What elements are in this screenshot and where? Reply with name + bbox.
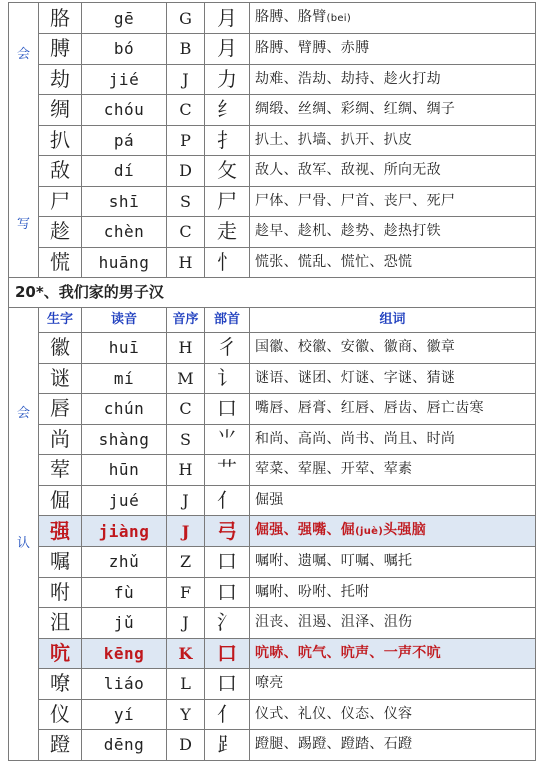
words-cell: 绸缎、丝绸、彩绸、红绸、绸子 <box>250 95 536 126</box>
table-row <box>9 95 536 126</box>
table-row <box>9 64 536 95</box>
pinyin-cell: fù <box>82 577 167 608</box>
radical-cell: 亻 <box>205 699 250 730</box>
letter-cell: S <box>167 186 205 217</box>
char-cell: 敌 <box>39 156 82 187</box>
section1-side-label <box>9 3 39 278</box>
table-row <box>9 156 536 187</box>
radical-cell: 口 <box>205 547 250 578</box>
char-cell: 嘱 <box>39 547 82 578</box>
pinyin-cell: bó <box>82 34 167 65</box>
table-row <box>9 608 536 639</box>
words-cell: 荤菜、荤腥、开荤、荤素 <box>250 455 536 486</box>
header-pinyin: 读音 <box>82 308 167 333</box>
words-cell: 慌张、慌乱、慌忙、恐慌 <box>250 247 536 278</box>
table-row <box>9 125 536 156</box>
radical-cell: 艹 <box>205 455 250 486</box>
char-cell: 膊 <box>39 34 82 65</box>
table-row <box>9 333 536 364</box>
radical-cell: 月 <box>205 3 250 34</box>
radical-cell: 口 <box>205 669 250 700</box>
letter-cell: K <box>167 638 205 669</box>
table-row <box>9 577 536 608</box>
letter-cell: C <box>167 95 205 126</box>
words-cell: 胳膊、臂膊、赤膊 <box>250 34 536 65</box>
pinyin-cell: zhǔ <box>82 547 167 578</box>
table-row <box>9 217 536 248</box>
words-note: (juè) <box>355 526 384 537</box>
pinyin-cell: jiàng <box>82 516 167 547</box>
char-cell: 仪 <box>39 699 82 730</box>
char-cell: 绸 <box>39 95 82 126</box>
char-cell: 强 <box>39 516 82 547</box>
words-cell: 敌人、敌军、敌视、所向无敌 <box>250 156 536 187</box>
pinyin-cell: mí <box>82 363 167 394</box>
words-cell <box>250 516 536 547</box>
table-row-highlighted <box>9 516 536 547</box>
letter-cell: F <box>167 577 205 608</box>
table-row <box>9 394 536 425</box>
words-cell: 蹬腿、踢蹬、蹬踏、石蹬 <box>250 730 536 761</box>
letter-cell: H <box>167 247 205 278</box>
side-label-bottom: 认 <box>16 535 30 551</box>
char-cell: 尸 <box>39 186 82 217</box>
letter-cell: C <box>167 217 205 248</box>
letter-cell: J <box>167 516 205 547</box>
table-row <box>9 186 536 217</box>
radical-cell: 走 <box>205 217 250 248</box>
words-cell: 尸体、尸骨、尸首、丧尸、死尸 <box>250 186 536 217</box>
words-cell <box>250 3 536 34</box>
words-cell: 沮丧、沮遏、沮泽、沮伤 <box>250 608 536 639</box>
words-cell: 劫难、浩劫、劫持、趁火打劫 <box>250 64 536 95</box>
words-cell: 谜语、谜团、灯谜、字谜、猜谜 <box>250 363 536 394</box>
letter-cell: D <box>167 730 205 761</box>
words-cell: 和尚、高尚、尚书、尚且、时尚 <box>250 424 536 455</box>
letter-cell: S <box>167 424 205 455</box>
section-title-row <box>9 278 536 308</box>
table-row <box>9 34 536 65</box>
pinyin-cell: chèn <box>82 217 167 248</box>
radical-cell: ⻊ <box>205 730 250 761</box>
table-row <box>9 485 536 516</box>
letter-cell: J <box>167 608 205 639</box>
pinyin-cell: shàng <box>82 424 167 455</box>
radical-cell: 忄 <box>205 247 250 278</box>
side-label-top: 会 <box>16 405 30 421</box>
char-cell: 沮 <box>39 608 82 639</box>
vocabulary-table <box>8 2 536 761</box>
radical-cell: 口 <box>205 394 250 425</box>
radical-cell: 彳 <box>205 333 250 364</box>
header-radical: 部首 <box>205 308 250 333</box>
pinyin-cell: huāng <box>82 247 167 278</box>
words-cell: 扒土、扒墙、扒开、扒皮 <box>250 125 536 156</box>
section-title: 20*、我们家的男子汉 <box>9 278 536 308</box>
words-cell: 嘱咐、遗嘱、叮嘱、嘱托 <box>250 547 536 578</box>
side-label-top: 会 <box>16 47 30 62</box>
words-text-end: 头强脑 <box>383 522 426 538</box>
char-cell: 劫 <box>39 64 82 95</box>
char-cell: 趁 <box>39 217 82 248</box>
words-cell: 吭哧、吭气、吭声、一声不吭 <box>250 638 536 669</box>
table-row <box>9 455 536 486</box>
char-cell: 尚 <box>39 424 82 455</box>
words-cell: 国徽、校徽、安徽、徽商、徽章 <box>250 333 536 364</box>
letter-cell: P <box>167 125 205 156</box>
header-row <box>9 308 536 333</box>
pinyin-cell: dí <box>82 156 167 187</box>
pinyin-cell: jué <box>82 485 167 516</box>
words-cell: 嘱咐、吩咐、托咐 <box>250 577 536 608</box>
letter-cell: Y <box>167 699 205 730</box>
letter-cell: D <box>167 156 205 187</box>
char-cell: 唇 <box>39 394 82 425</box>
words-cell: 倔强 <box>250 485 536 516</box>
char-cell: 倔 <box>39 485 82 516</box>
words-text: 倔强、强嘴、倔 <box>255 522 356 538</box>
char-cell: 咐 <box>39 577 82 608</box>
pinyin-cell: jǔ <box>82 608 167 639</box>
pinyin-cell: pá <box>82 125 167 156</box>
words-note: (bei) <box>326 13 352 24</box>
radical-cell: 讠 <box>205 363 250 394</box>
pinyin-cell: jié <box>82 64 167 95</box>
letter-cell: L <box>167 669 205 700</box>
letter-cell: B <box>167 34 205 65</box>
pinyin-cell: huī <box>82 333 167 364</box>
radical-cell: 氵 <box>205 608 250 639</box>
section2-side-label <box>9 308 39 761</box>
table-row <box>9 424 536 455</box>
table-row-highlighted <box>9 638 536 669</box>
pinyin-cell: chún <box>82 394 167 425</box>
table-row <box>9 547 536 578</box>
char-cell: 嘹 <box>39 669 82 700</box>
letter-cell: H <box>167 455 205 486</box>
words-cell: 嘴唇、唇膏、红唇、唇齿、唇亡齿寒 <box>250 394 536 425</box>
char-cell: 徽 <box>39 333 82 364</box>
letter-cell: M <box>167 363 205 394</box>
words-cell: 趁早、趁机、趁势、趁热打铁 <box>250 217 536 248</box>
radical-cell: 弓 <box>205 516 250 547</box>
header-char: 生字 <box>39 308 82 333</box>
header-letter: 音序 <box>167 308 205 333</box>
letter-cell: C <box>167 394 205 425</box>
radical-cell: 尸 <box>205 186 250 217</box>
pinyin-cell: shī <box>82 186 167 217</box>
letter-cell: J <box>167 485 205 516</box>
table-row <box>9 730 536 761</box>
letter-cell: H <box>167 333 205 364</box>
table-row <box>9 699 536 730</box>
pinyin-cell: kēng <box>82 638 167 669</box>
char-cell: 蹬 <box>39 730 82 761</box>
pinyin-cell: dēng <box>82 730 167 761</box>
pinyin-cell: hūn <box>82 455 167 486</box>
pinyin-cell: yí <box>82 699 167 730</box>
letter-cell: Z <box>167 547 205 578</box>
radical-cell: ⺌ <box>205 424 250 455</box>
header-words: 组词 <box>250 308 536 333</box>
char-cell: 胳 <box>39 3 82 34</box>
table-row <box>9 363 536 394</box>
radical-cell: 口 <box>205 638 250 669</box>
radical-cell: 力 <box>205 64 250 95</box>
table-row <box>9 3 536 34</box>
radical-cell: 攵 <box>205 156 250 187</box>
char-cell: 谜 <box>39 363 82 394</box>
radical-cell: 扌 <box>205 125 250 156</box>
radical-cell: 亻 <box>205 485 250 516</box>
table-row <box>9 247 536 278</box>
letter-cell: G <box>167 3 205 34</box>
words-cell: 仪式、礼仪、仪态、仪容 <box>250 699 536 730</box>
radical-cell: 月 <box>205 34 250 65</box>
pinyin-cell: chóu <box>82 95 167 126</box>
char-cell: 荤 <box>39 455 82 486</box>
pinyin-cell: liáo <box>82 669 167 700</box>
vocabulary-sheet <box>8 2 535 761</box>
words-cell: 嘹亮 <box>250 669 536 700</box>
pinyin-cell: gē <box>82 3 167 34</box>
char-cell: 慌 <box>39 247 82 278</box>
char-cell: 吭 <box>39 638 82 669</box>
table-row <box>9 669 536 700</box>
words-text: 胳膊、胳臂 <box>255 9 327 25</box>
side-label-bottom: 写 <box>16 217 30 232</box>
char-cell: 扒 <box>39 125 82 156</box>
radical-cell: 口 <box>205 577 250 608</box>
letter-cell: J <box>167 64 205 95</box>
radical-cell: 纟 <box>205 95 250 126</box>
